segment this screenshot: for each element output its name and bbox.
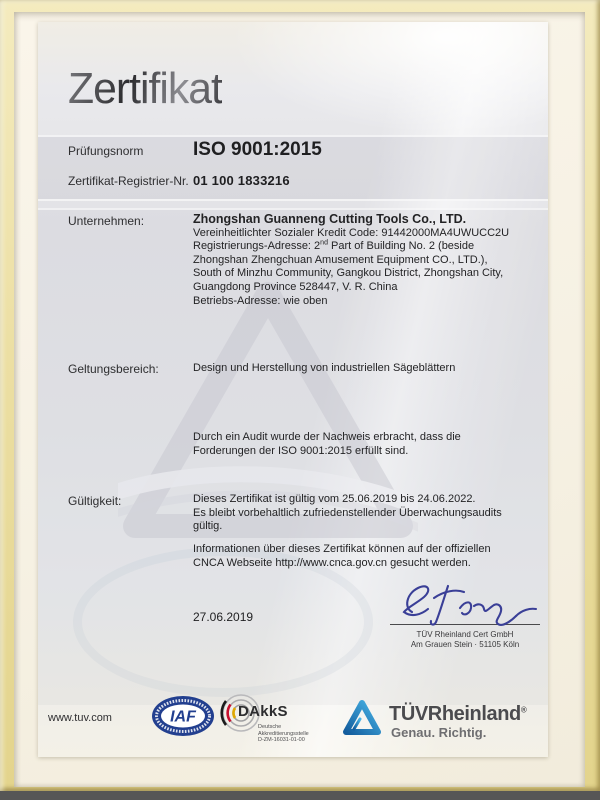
registered-mark: ® bbox=[520, 705, 527, 715]
registrier-nr-value: 01 100 1833216 bbox=[193, 173, 290, 188]
signer-organization: TÜV Rheinland Cert GmbH bbox=[416, 630, 514, 639]
info-line2: CNCA Webseite http://www.cnca.gov.cn gesucht werden. bbox=[193, 556, 471, 569]
background-shadow bbox=[0, 791, 600, 800]
tuv-rheinland-triangle-icon bbox=[341, 698, 383, 738]
gueltigkeit-label: Gültigkeit: bbox=[68, 494, 122, 508]
validity-line2: Es bleibt vorbehaltlich zufriedenstellender Überwachungsaudits bbox=[193, 506, 502, 519]
unternehmen-label: Unternehmen: bbox=[68, 214, 145, 228]
info-line1: Informationen über dieses Zertifikat können auf der offiziellen bbox=[193, 543, 491, 555]
iaf-logo-icon bbox=[150, 694, 216, 738]
dakks-logo bbox=[216, 691, 346, 757]
geltungsbereich-value: Design und Herstellung von industriellen Sägeblättern bbox=[193, 362, 456, 374]
company-betriebs-adresse: Betriebs-Adresse: wie oben bbox=[193, 294, 328, 307]
geltungsbereich-label: Geltungsbereich: bbox=[68, 362, 159, 376]
registrier-nr-label: Zertifikat-Registrier-Nr. bbox=[68, 174, 189, 188]
company-address-line3: South of Minzhu Community, Gangkou District, Zhongshan City, bbox=[193, 267, 504, 280]
unternehmen-block bbox=[193, 213, 543, 308]
pruefungsnorm-label: Prüfungsnorm bbox=[68, 144, 144, 158]
svg-text:IAF: IAF bbox=[170, 708, 196, 726]
tuv-tagline: Genau. Richtig. bbox=[391, 725, 487, 740]
issue-date: 27.06.2019 bbox=[193, 610, 254, 624]
company-address-line4: Guangdong Province 528447, V. R. China bbox=[193, 280, 398, 293]
certificate-paper bbox=[38, 22, 548, 757]
gueltigkeit-value bbox=[193, 493, 543, 534]
company-name: Zhongshan Guanneng Cutting Tools Co., LTD. bbox=[193, 212, 467, 226]
tuv-website: www.tuv.com bbox=[48, 712, 112, 724]
dakks-subtext-line1: Deutsche bbox=[258, 724, 282, 730]
certificate-title: Zertifikat bbox=[68, 64, 222, 113]
signer-address: Am Grauen Stein · 51105 Köln bbox=[410, 640, 520, 649]
pruefungsnorm-value: ISO 9001:2015 bbox=[193, 139, 322, 160]
signature-block bbox=[390, 578, 540, 650]
dakks-subtext-line3: D-ZM-16031-01-00 bbox=[258, 737, 305, 744]
company-address-line2: Zhongshan Zhengchuan Amusement Equipment CO., LTD.), bbox=[193, 253, 488, 266]
info-statement bbox=[193, 543, 543, 570]
validity-line1: Dieses Zertifikat ist gültig vom 25.06.2019 bis 24.06.2022. bbox=[193, 493, 476, 505]
tuv-rheinland-wordmark: TÜVRheinland® bbox=[389, 703, 527, 725]
company-address-line1: Registrierungs-Adresse: 2nd Part of Building No. 2 (beside bbox=[193, 239, 475, 253]
audit-statement bbox=[193, 431, 543, 458]
dakks-subtext bbox=[258, 724, 309, 744]
audit-line2: Forderungen der ISO 9001:2015 erfüllt sind. bbox=[193, 444, 409, 457]
validity-line3: gültig. bbox=[193, 520, 223, 533]
dakks-wordmark: DAkkS bbox=[238, 703, 288, 720]
audit-line1: Durch ein Audit wurde der Nachweis erbracht, dass die bbox=[193, 431, 461, 443]
company-credit-code: Vereinheitlichter Sozialer Kredit Code: 91442000MA4UWUCC2U bbox=[193, 226, 510, 239]
handwritten-signature-icon bbox=[390, 578, 540, 628]
dakks-subtext-line2: Akkreditierungsstelle bbox=[258, 730, 309, 737]
